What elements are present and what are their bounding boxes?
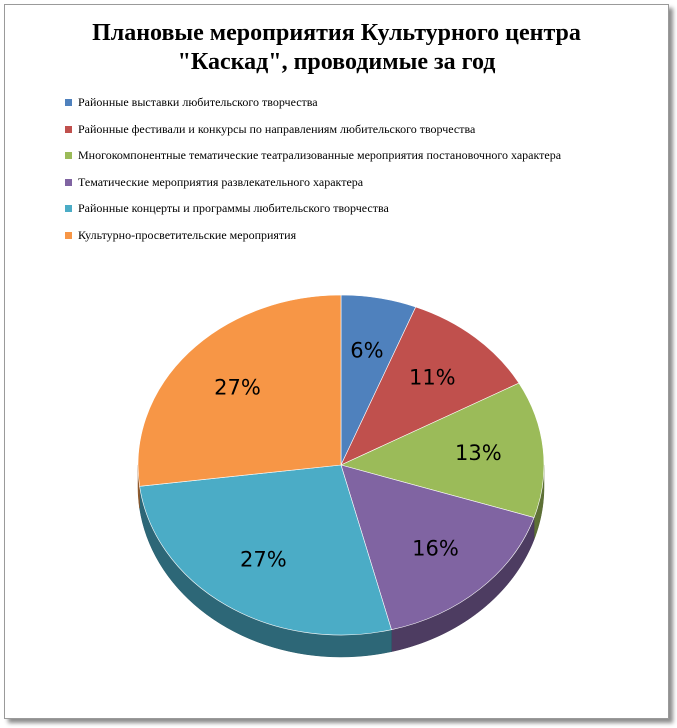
pie-data-label: 6% — [350, 338, 384, 363]
legend-label: Районные выставки любительского творчества — [78, 95, 318, 109]
chart-frame — [4, 4, 669, 719]
legend-label: Районные концерты и программы любительского творчества — [78, 201, 389, 215]
chart-title-line-2: "Каскад", проводимые за год — [177, 49, 496, 75]
legend-label: Многокомпонентные тематические театрализованные мероприятия постановочного характера — [78, 148, 562, 162]
pie-data-label: 27% — [240, 547, 287, 572]
pie-data-label: 11% — [408, 365, 456, 390]
legend-label: Районные фестивали и конкурсы по направлениям любительского творчества — [78, 121, 476, 136]
legend-label: Тематические мероприятия развлекательного характера — [78, 174, 364, 189]
pie-chart — [5, 5, 668, 718]
legend-label: Культурно-просветительские мероприятия — [78, 227, 297, 242]
pie-data-label: 16% — [412, 536, 459, 561]
pie-data-label: 13% — [455, 441, 502, 466]
chart-title-line-1: Плановые мероприятия Культурного центра — [92, 20, 581, 46]
pie-data-label: 27% — [214, 375, 261, 400]
